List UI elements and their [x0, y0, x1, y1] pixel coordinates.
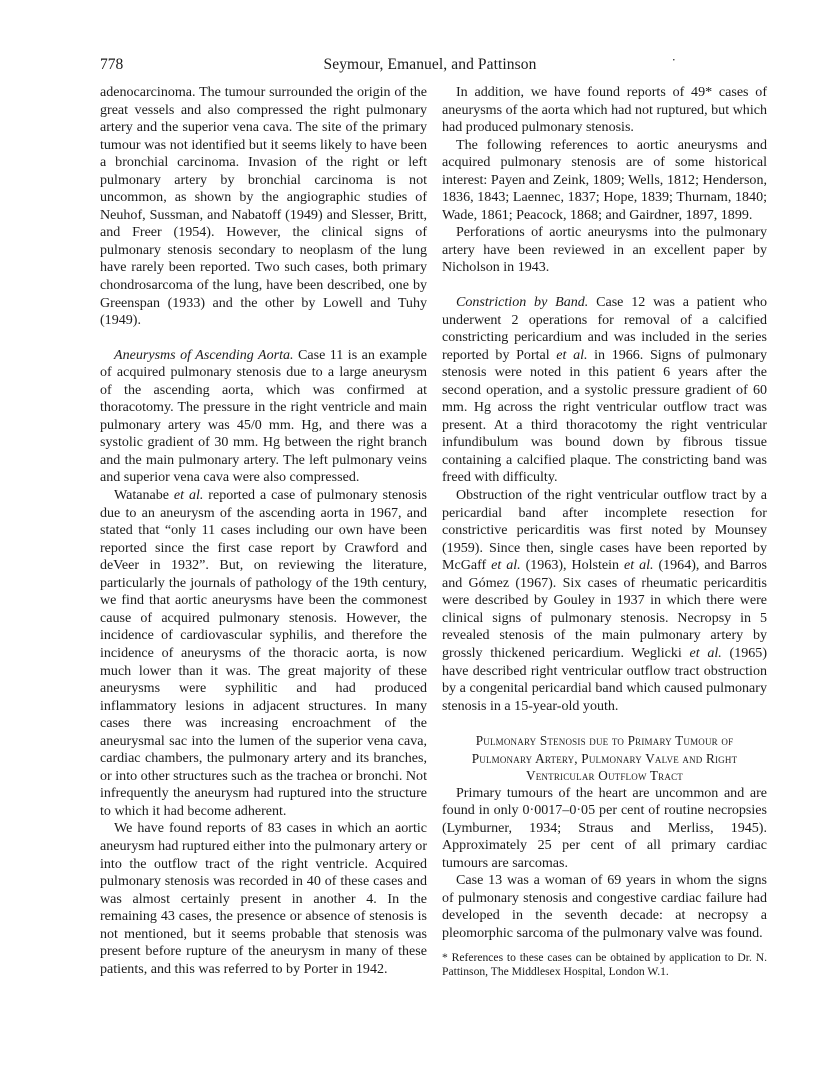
paragraph — [100, 347, 427, 487]
et-al: et al. — [491, 557, 521, 574]
et-al: et al. — [173, 487, 204, 504]
left-column — [100, 84, 427, 978]
et-al: et al. — [624, 557, 654, 574]
section-heading-line: Pulmonary Stenosis due to Primary Tumour of — [475, 733, 734, 749]
paragraph: adenocarcinoma. The tumour surrounded the origin of the great vessels and also compressed the right pulmonary artery and the superior vena cava. The site of the primary tumour was not identified but it seems likely to have been a bronchial carcinoma. Invasion of the right or left pulmonary artery by bronchial carcinoma is not uncommon, as shown by the angiographic studies of Neuhof, Sussman, and Nabatoff (1949) and Slesser, Britt, and Freer (1954). However, the clinical signs of pulmonary stenosis secondary to neoplasm of the lung have rarely been reported. Two such cases, both primary chondrosarcoma of the lung, have been described, one by Greenspan (1933) and the other by Lowell and Tuhy (1949). — [100, 84, 427, 329]
paragraph — [442, 294, 767, 487]
running-title: Seymour, Emanuel, and Pattinson — [323, 56, 537, 73]
paragraph-text: (1964), and Barros and Gómez (1967). Six cases of rheumatic pericarditis were described by Gouley in 1937 in which there were clinical signs of pulmonary stenosis. Necropsy in 5 revealed stenosis of the main pulmonary artery by grossly thickened pericardium. Weglicki — [442, 557, 768, 661]
paragraph-text: (1965) have described right ventricular outflow tract obstruction by a congenital pericardial band which caused pulmonary stenosis in a 15-year-old youth. — [442, 644, 767, 714]
paragraph-text: reported a case of pulmonary stenosis due to an aneurysm of the ascending aorta in 1967, and stated that “only 11 cases including our own have been reported since the first case report by Crawford and deVeer in 1932”. But, on reviewing the literature, particularly the journals of pathology of the 19th century, we find that aortic aneurysms have been the commonest cause of acquired pulmonary stenosis. However, the incidence of cardiovascular syphilis, and therefore the incidence of aneurysms of the thoracic aorta, is now much lower than it was. The great majority of these aneurysms were syphilitic and had produced inflammatory lesions in adjacent structures. In many cases there was increasing encroachment of the aneurysmal sac into the lumen of the superior vena cava, cardiac chambers, the pulmonary artery and its branches, or into other structures such as the trachea or bronchi. Not infrequently the aneurysm had ruptured into the structure to which it had become adherent. — [100, 487, 427, 819]
section-heading-line: Ventricular Outflow Tract — [526, 768, 683, 784]
paragraph-text: in 1966. Signs of pulmonary stenosis were noted in this patient 6 years after the second operation, and a systolic pressure gradient of 60 mm. Hg across the right ventricular outflow tract was present. At a third thoracotomy the right ventricular infundibulum was bound down by fibrous tissue containing a calcified plaque. The constricting band was freed with difficulty. — [442, 346, 767, 486]
paragraph — [442, 487, 767, 715]
paragraph-text: Watanabe — [114, 487, 174, 504]
spacer — [442, 277, 767, 294]
paragraph: We have found reports of 83 cases in which an aortic aneurysm had ruptured either into the pulmonary artery or into the outflow tract of the right ventricle. Acquired pulmonary stenosis was recorded in 40 of these cases and was almost certainly present in another 4. In the remaining 43 cases, the presence or absence of stenosis is not mentioned, but it seems probable that stenosis was present before rupture of the aneurysm in many of these patients, and this was referred to by Porter in 1942. — [100, 820, 427, 977]
spacer — [442, 943, 767, 951]
paragraph — [100, 487, 427, 820]
spacer — [100, 330, 427, 347]
et-al: et al. — [556, 346, 588, 363]
paragraph: Case 13 was a woman of 69 years in whom the signs of pulmonary stenosis and congestive cardiac failure had developed in the seventh decade: at necropsy a pleomorphic sarcoma of the pulmonary valve was found. — [442, 872, 767, 942]
et-al: et al. — [689, 644, 722, 661]
paragraph: The following references to aortic aneurysms and acquired pulmonary stenosis are of some historical interest: Payen and Zeink, 1809; Wells, 1812; Henderson, 1836, 1843; Laennec, 1837; Hope, 1839; Thurnam, 1840; Wade, 1861; Peacock, 1868; and Gairdner, 1897, 1899. — [442, 136, 767, 223]
subsection-heading: Aneurysms of Ascending Aorta. — [114, 346, 294, 363]
footnote: * References to these cases can be obtained by application to Dr. N. Pattinson, The Middlesex Hospital, London W.1. — [442, 950, 767, 979]
paragraph: Primary tumours of the heart are uncommon and are found in only 0·0017–0·05 per cent of routine necropsies (Lymburner, 1934; Straus and Merliss, 1945). Approximately 25 per cent of all primary cardiac tumours are sarcomas. — [442, 784, 767, 871]
spacer — [442, 715, 767, 732]
paragraph-text: Case 12 was a patient who underwent 2 operations for removal of a calcified constricting pericardium and was included in the series reported by Portal — [442, 294, 768, 363]
paragraph-text: Obstruction of the right ventricular outflow tract by a pericardial band after incomplete resection for constrictive pericarditis was first noted by Mounsey (1959). Since then, single cases have been reported by McGaff — [442, 487, 767, 574]
paragraph-text: Case 11 is an example of acquired pulmonary stenosis due to a large aneurysm of the ascending aorta, which was confirmed at thoracotomy. The pressure in the right ventricle and main pulmonary artery was 45/0 mm. Hg, and there was a systolic gradient of 30 mm. Hg between the right branch and the main pulmonary artery. The left pulmonary veins and superior vena cava were also compressed. — [100, 346, 427, 486]
page-header — [100, 52, 760, 80]
paragraph: Perforations of aortic aneurysms into the pulmonary artery have been reviewed in an excellent paper by Nicholson in 1943. — [442, 224, 767, 276]
subsection-heading: Constriction by Band. — [456, 294, 589, 311]
header-mark: · — [671, 52, 676, 67]
paragraph: In addition, we have found reports of 49* cases of aneurysms of the aorta which had not ruptured, but which had produced pulmonary stenosis. — [442, 84, 767, 136]
section-heading-line: Pulmonary Artery, Pulmonary Valve and Right — [471, 750, 738, 766]
page-number: 778 — [100, 56, 124, 73]
paragraph-text: (1963), Holstein — [520, 557, 625, 574]
right-column — [442, 84, 767, 980]
